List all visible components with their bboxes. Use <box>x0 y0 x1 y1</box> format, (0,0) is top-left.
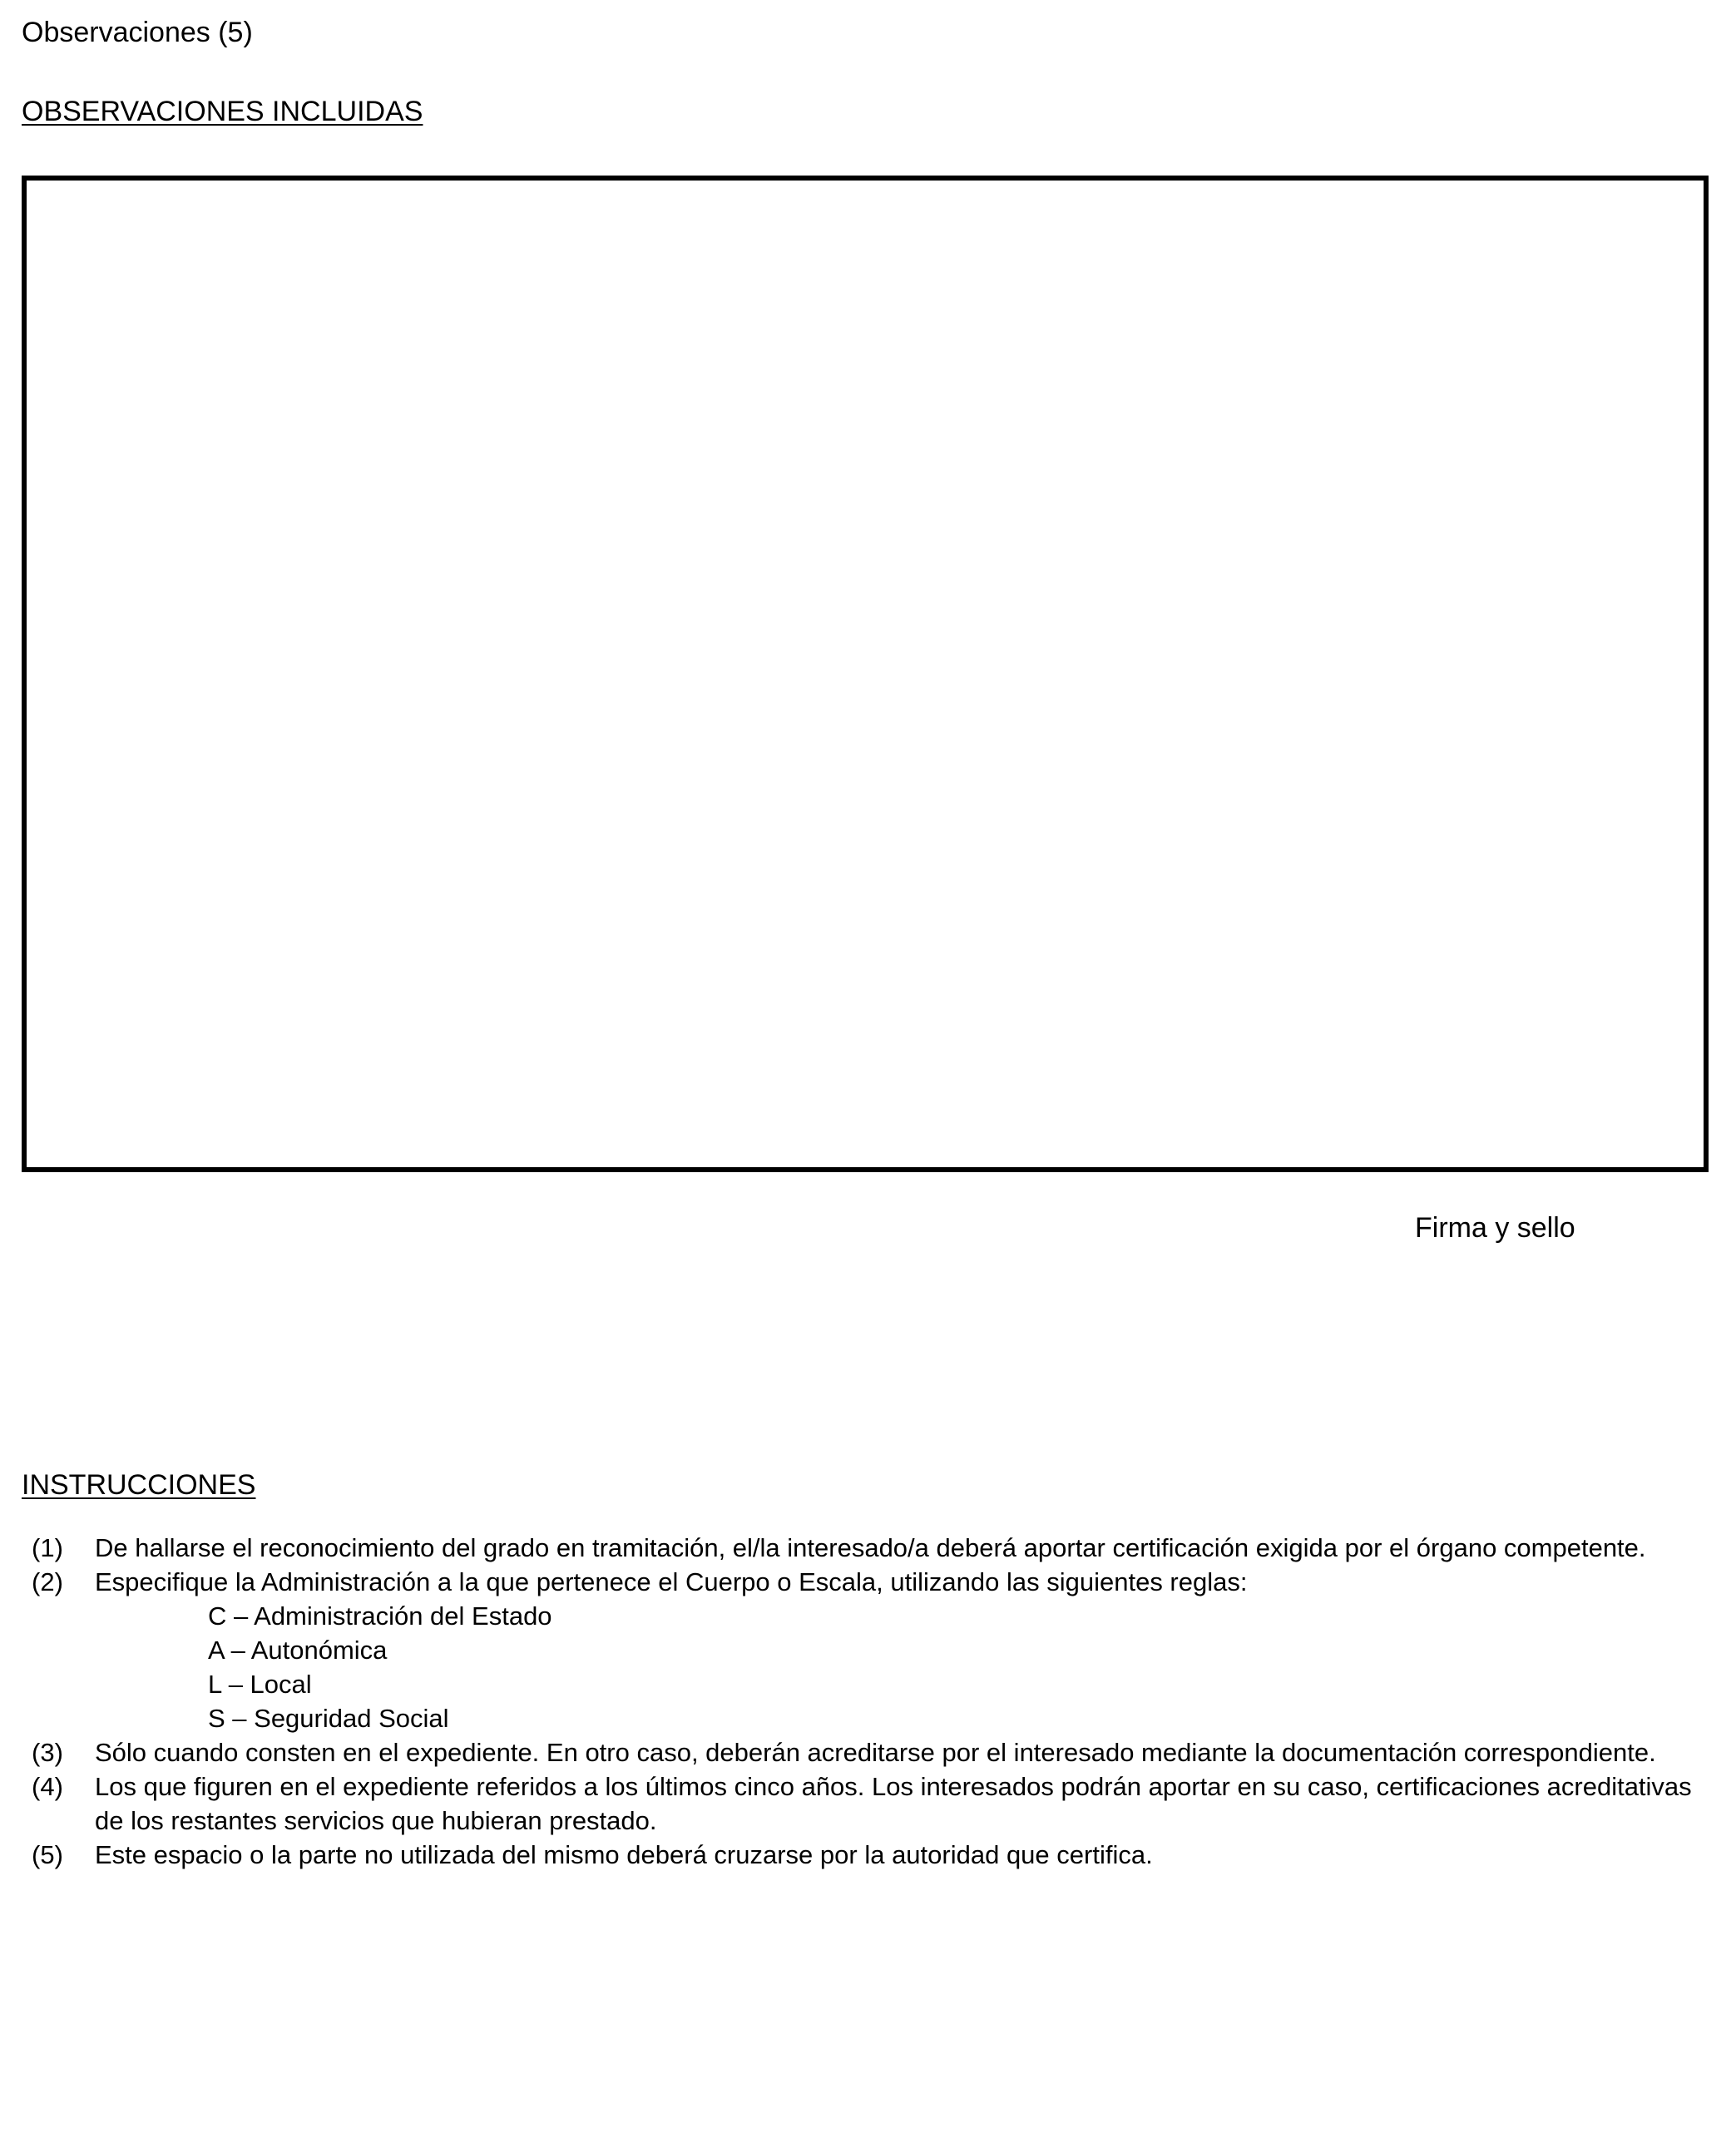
observations-title: Observaciones (5) <box>22 17 253 48</box>
instruction-item <box>0 1735 1736 1769</box>
instructions-heading: INSTRUCCIONES <box>22 1469 256 1501</box>
rule-item: L – Local <box>208 1670 312 1699</box>
signature-label: Firma y sello <box>1415 1212 1575 1244</box>
instruction-number: (3) <box>32 1738 63 1767</box>
instructions-list <box>0 1531 1736 1872</box>
instruction-text: De hallarse el reconocimiento del grado en tramitación, el/la interesado/a deberá aportar certificación exigida por el órgano competente. <box>95 1533 1646 1562</box>
instruction-text: Especifique la Administración a la que pertenece el Cuerpo o Escala, utilizando las siguientes reglas: <box>95 1567 1248 1596</box>
instruction-item <box>0 1565 1736 1735</box>
instruction-item <box>0 1769 1736 1838</box>
instruction-text: Sólo cuando consten en el expediente. En otro caso, deberán acreditarse por el interesado mediante la documentación correspondiente. <box>95 1738 1656 1767</box>
rule-item: S – Seguridad Social <box>208 1704 449 1733</box>
observations-box[interactable] <box>22 176 1709 1172</box>
instruction-number: (2) <box>32 1567 63 1596</box>
instruction-number: (1) <box>32 1533 63 1562</box>
instruction-number: (4) <box>32 1772 63 1801</box>
observations-included-heading: OBSERVACIONES INCLUIDAS <box>22 96 423 127</box>
rule-item: C – Administración del Estado <box>208 1601 552 1631</box>
administration-rules-list <box>95 1599 1719 1735</box>
instruction-text: Este espacio o la parte no utilizada del mismo deberá cruzarse por la autoridad que certifica. <box>95 1840 1153 1869</box>
rule-item: A – Autonómica <box>208 1636 388 1665</box>
instruction-text: Los que figuren en el expediente referidos a los últimos cinco años. Los interesados podrán aportar en su caso, certificaciones acreditativas de los restantes servicios que hubieran prestado. <box>95 1772 1692 1835</box>
instruction-number: (5) <box>32 1840 63 1869</box>
instruction-item <box>0 1838 1736 1872</box>
instruction-item <box>0 1531 1736 1565</box>
